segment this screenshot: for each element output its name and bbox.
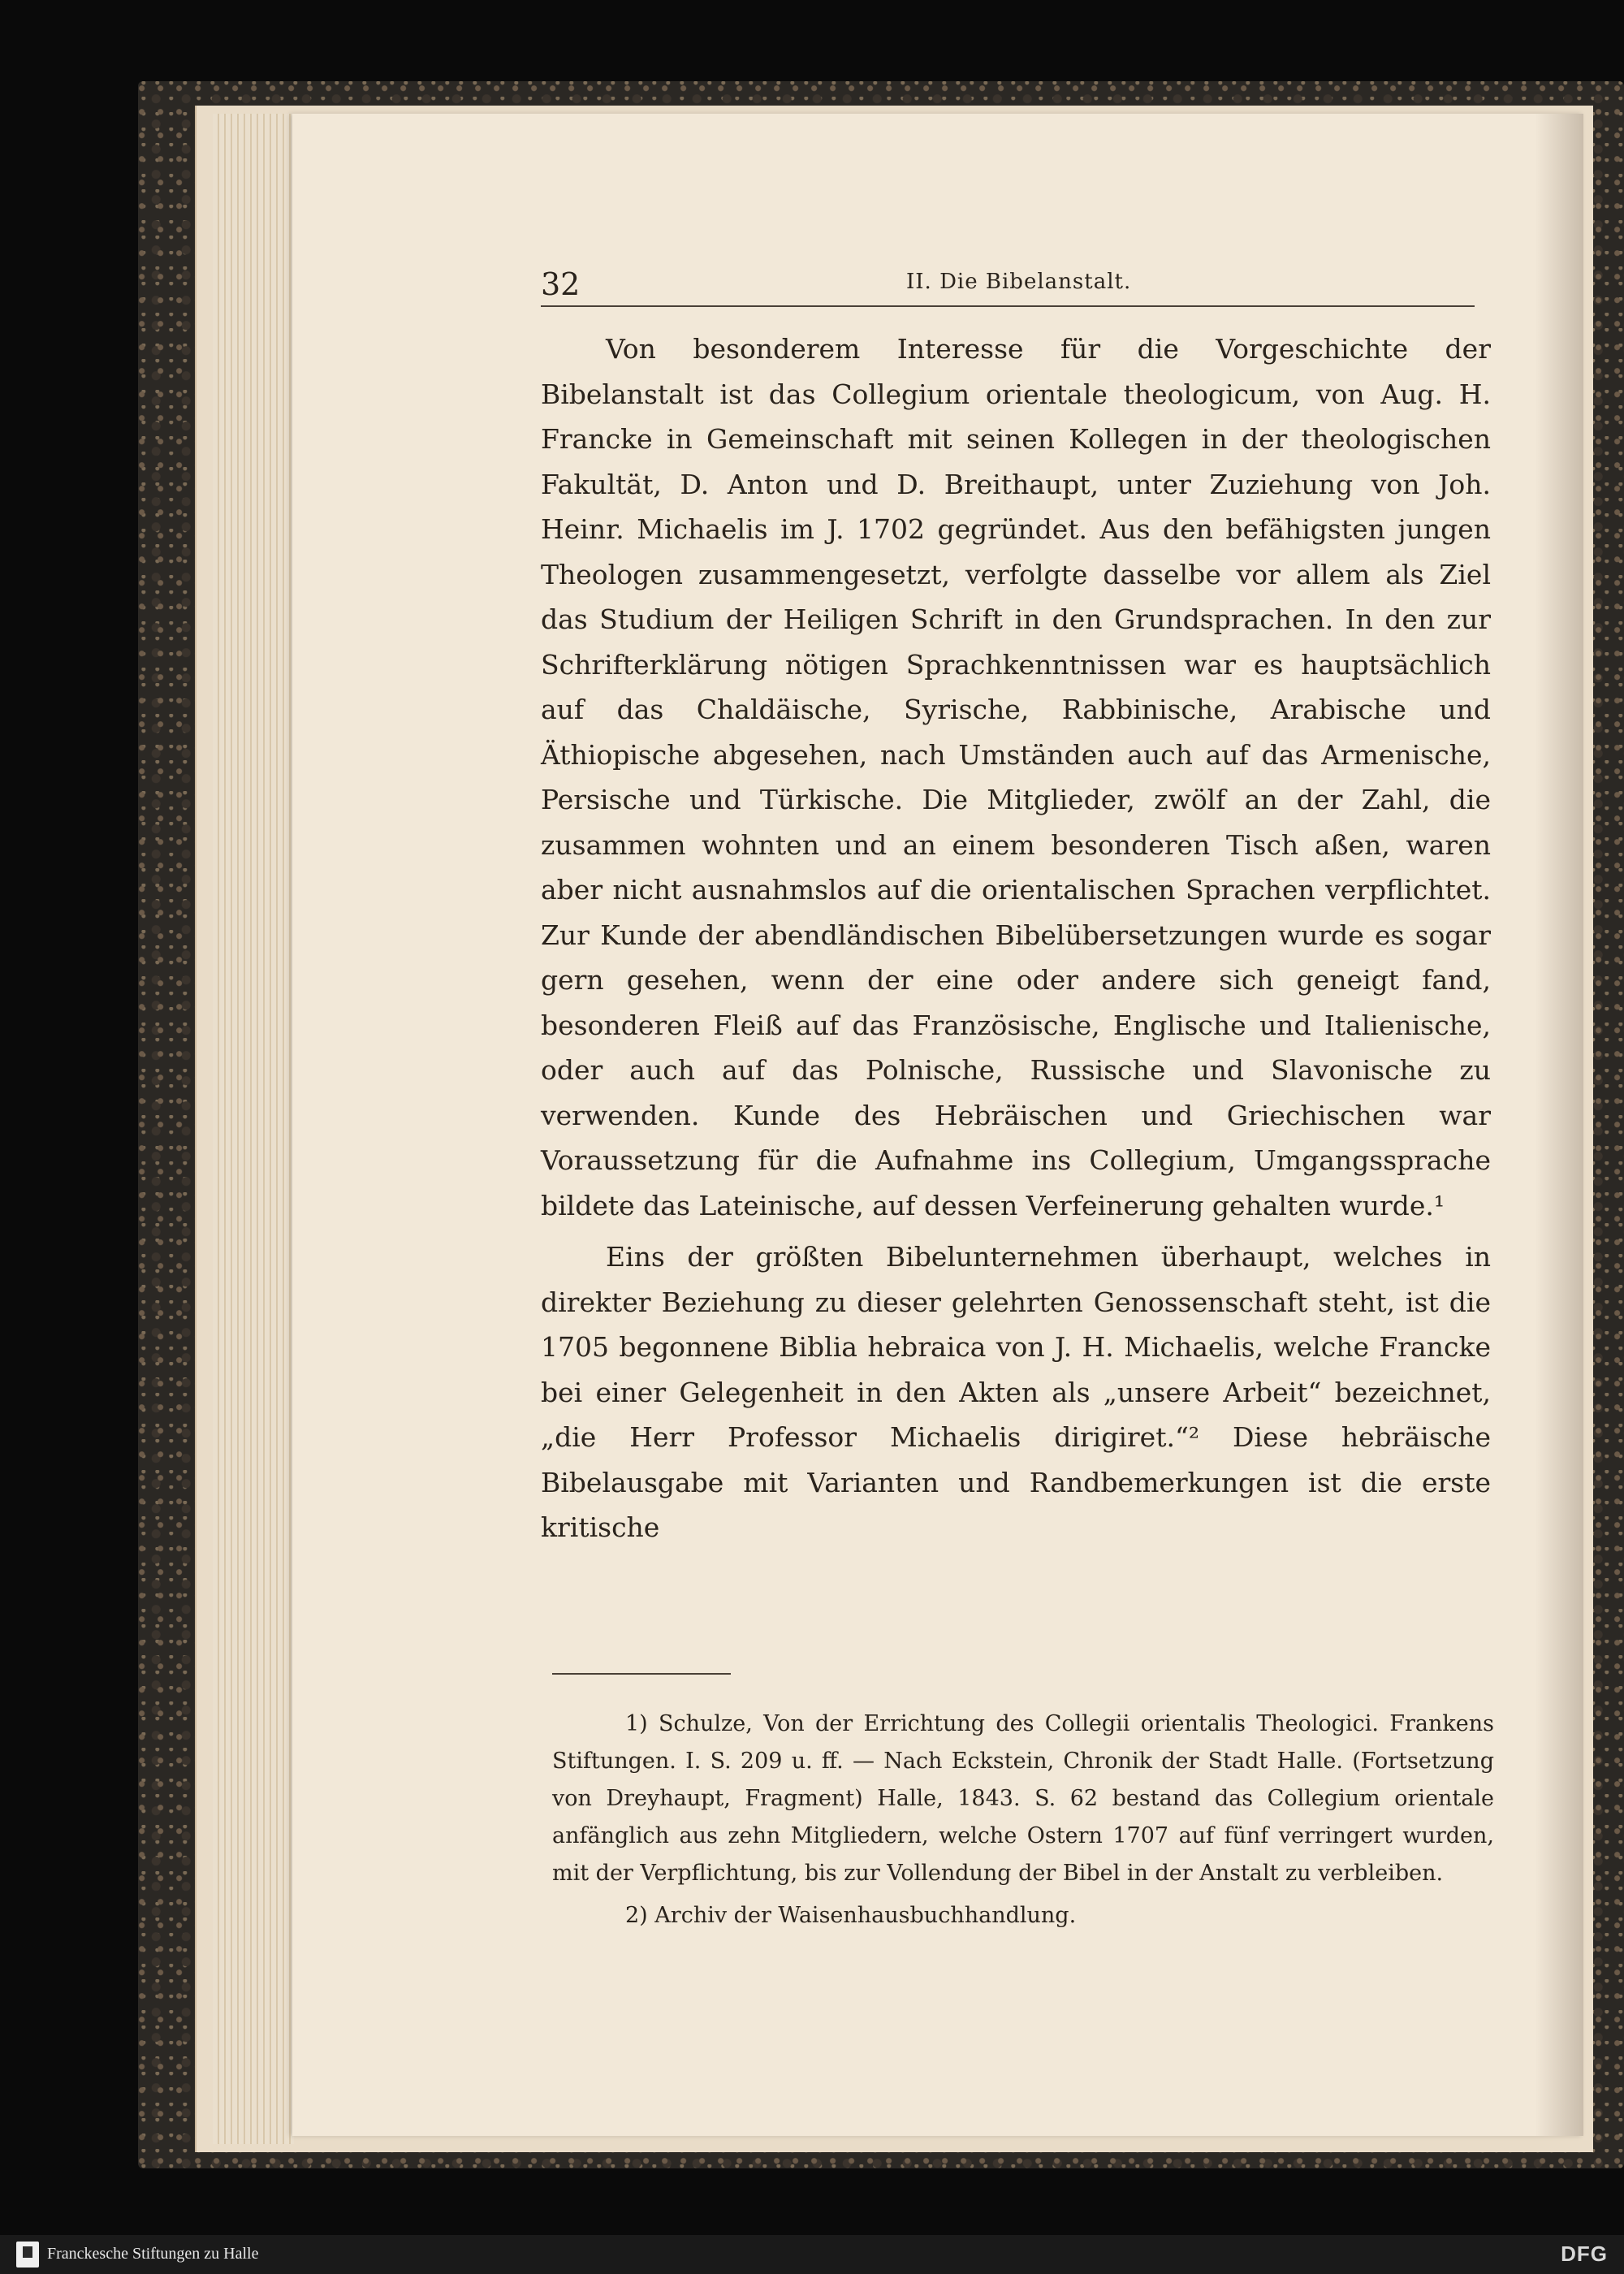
footnote-rule [552,1673,731,1675]
paragraph-1: Von besonderem Interesse für die Vorgeschichte der Bibelanstalt ist das Collegium orientale theologicum, von Aug. H. Francke in Gemeinschaft mit seinen Kollegen in der theologischen Fakultät, D. Anton und D. Breithaupt, unter Zuziehung von Joh. Heinr. Michaelis im J. 1702 gegründet. Aus den befähigsten jungen Theologen zusammengesetzt, verfolgte dasselbe vor allem als Ziel das Studium der Heiligen Schrift in den Grundsprachen. In den zur Schrifterklärung nötigen Sprachkenntnissen war es hauptsächlich auf das Chaldäische, Syrische, Rabbinische, Arabische und Äthiopische abgesehen, nach Umständen auch auf das Armenische, Persische und Türkische. Die Mitglieder, zwölf an der Zahl, die zusammen wohnten und an einem besonderen Tisch aßen, waren aber nicht ausnahmslos auf die orientalischen Sprachen verpflichtet. Zur Kunde der abendländischen Bibelübersetzungen wurde es sogar gern gesehen, wenn der eine oder andere sich geneigt fand, besonderen Fleiß auf das Französische, Englische und Italienische, oder auch auf das Polnische, Russische und Slavonische zu verwenden. Kunde des Hebräischen und Griechischen war Voraussetzung für die Aufnahme ins Collegium, Umgangssprache bildete das Lateinische, auf dessen Verfeinerung gehalten wurde.¹ [541,333,1491,1221]
footnote-1: 1) Schulze, Von der Errichtung des Collegii orientalis Theologici. Frankens Stiftungen. I. S. 209 u. ff. — Nach Eckstein, Chronik der Stadt Halle. (Fortsetzung von Dreyhaupt, Fragment) Halle, 1843. S. 62 bestand das Collegium orientale anfänglich aus zehn Mitgliedern, welche Ostern 1707 auf fünf verringert wurden, mit der Verpflichtung, bis zur Vollendung der Bibel in der Anstalt zu verbleiben. [552,1711,1494,1886]
book-page [292,114,1583,2136]
chapter-title: II. Die Bibelanstalt. [906,270,1132,294]
paragraph-2: Eins der größten Bibelunternehmen überhaupt, welches in direkter Beziehung zu dieser gelehrten Genossenschaft steht, ist die 1705 begonnene Biblia hebraica von J. H. Michaelis, welche Francke bei einer Gelegenheit in den Akten als „unsere Arbeit“ bezeichnet, „die Herr Professor Michaelis dirigiret.“² Diese hebräische Bibelausgabe mit Varianten und Randbemerkungen ist die erste kritische [541,1241,1491,1543]
footnote-2: 2) Archiv der Waisenhausbuchhandlung. [625,1903,1077,1928]
dfg-logo: DFG [1561,2242,1608,2266]
franckesche-stiftungen-logo-icon [16,2242,39,2268]
institution-name: Franckesche Stiftungen zu Halle [47,2245,259,2263]
page-number: 32 [541,266,581,302]
attribution-bar [0,2235,1624,2274]
body-text [541,326,1491,1550]
running-head [541,266,1475,307]
spine-shadow [1535,114,1583,2136]
footnotes [552,1706,1494,1935]
